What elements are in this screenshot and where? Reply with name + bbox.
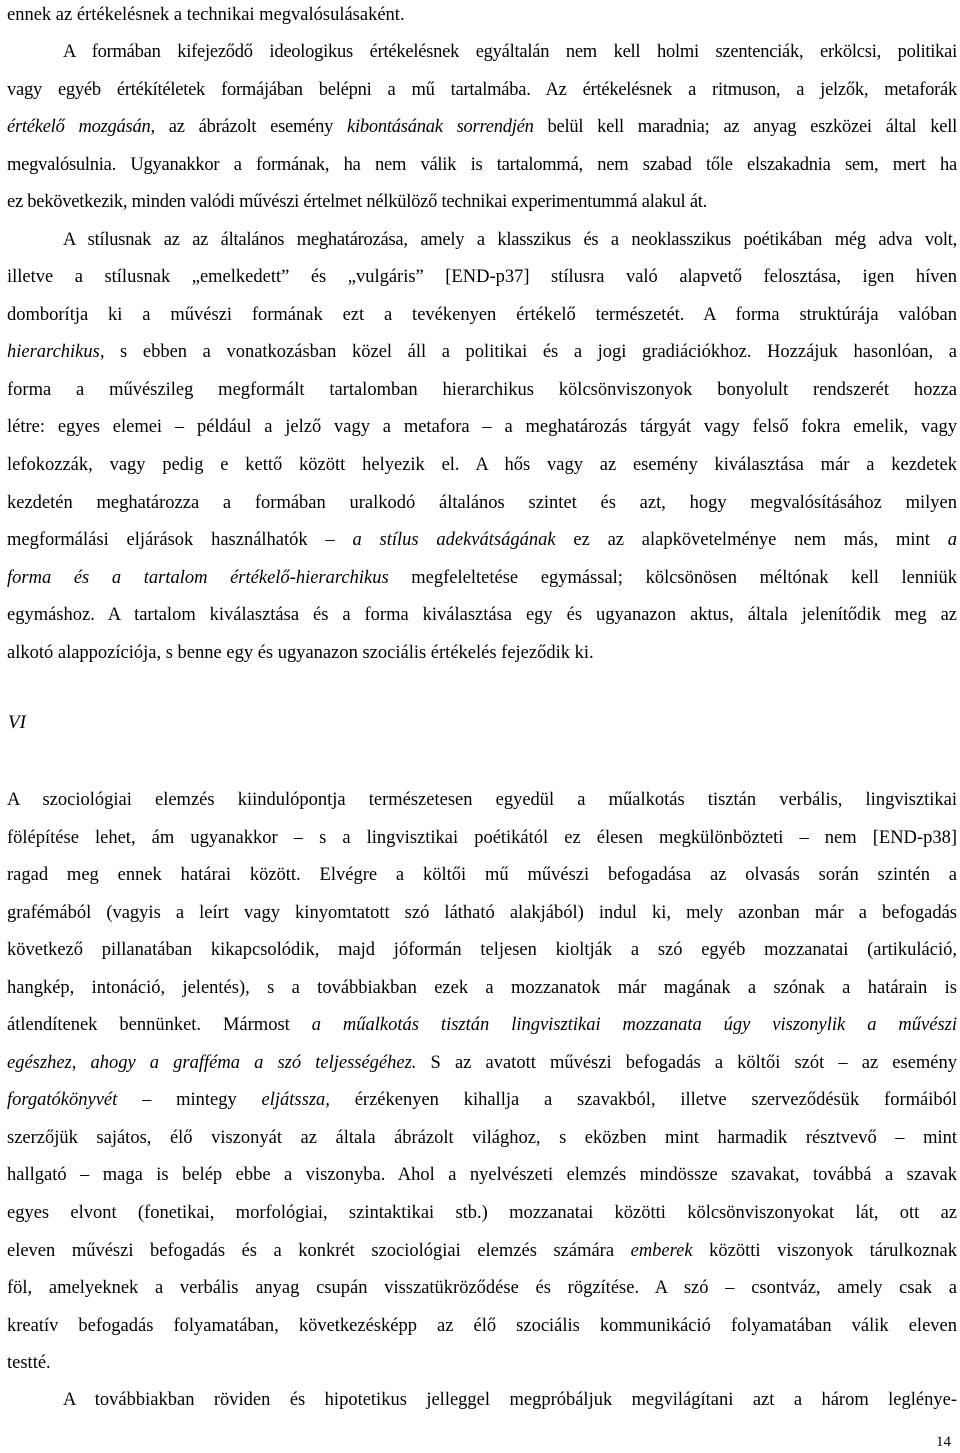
text-line bbox=[7, 1238, 957, 1264]
italic-text: a bbox=[947, 530, 957, 550]
text-segment: illetve a stílusnak „emelkedett” és „vulgáris” [END-p37] stílusra való alapvető felosztása, igen híven bbox=[7, 267, 957, 287]
text-segment: A formában kifejeződő ideologikus értékelésnek egyáltalán nem kell holmi szentenciák, erkölcsi, politikai bbox=[63, 42, 957, 62]
italic-text: hierarchikus, bbox=[7, 342, 105, 362]
text-segment: kezdetén meghatározza a formában uralkodó általános szintet és azt, hogy megvalósításához milyen bbox=[7, 493, 957, 513]
text-line bbox=[7, 1087, 957, 1113]
text-segment: vagy egyéb értékítéletek formájában belépni a mű tartalmába. Az értékelésnek a ritmuson, a jelzők, metaforák bbox=[7, 80, 957, 100]
text-segment: S az avatott művészi befogadás a költői szót – az esemény bbox=[416, 1053, 958, 1073]
italic-text: emberek bbox=[630, 1241, 693, 1261]
text-segment: grafémából (vagyis a leírt vagy kinyomtatott szó látható alakjából) indul ki, mely azonban már a befogadás bbox=[7, 903, 957, 923]
text-segment: hallgató – maga is belép ebbe a viszonyba. Ahol a nyelvészeti elemzés mindössze szavakat, továbbá a szavak bbox=[7, 1165, 957, 1185]
text-line bbox=[7, 825, 957, 851]
text-line bbox=[7, 2, 957, 28]
text-line bbox=[7, 975, 957, 1001]
text-segment: ez bekövetkezik, minden valódi művészi értelmet nélkülöző technikai experimentummá alakul át. bbox=[7, 192, 708, 212]
text-line bbox=[7, 302, 957, 328]
text-segment: következő pillanatában kikapcsolódik, majd jóformán teljesen kioltják a szó egyéb mozzanatai (artikuláció, bbox=[7, 940, 957, 960]
text-line bbox=[7, 602, 957, 628]
text-line bbox=[7, 264, 957, 290]
text-segment: föl, amelyeknek a verbális anyag csupán visszatükröződése és rögzítése. A szó – csontváz, amely csak a bbox=[7, 1278, 957, 1298]
text-segment: belül kell maradnia; az anyag eszközei által kell bbox=[533, 117, 957, 137]
text-segment: kreatív befogadás folyamatában, következésképp az élő szociális kommunikáció folyamatában válik eleven bbox=[7, 1316, 957, 1336]
text-segment: megvalósulnia. Ugyanakkor a formának, ha nem válik is tartalommá, nem szabad tőle elszakadnia sem, mert ha bbox=[7, 155, 957, 175]
text-line bbox=[7, 1050, 957, 1076]
text-line bbox=[63, 227, 957, 253]
text-segment: ez az alapkövetelménye nem más, mint bbox=[555, 530, 948, 550]
section-heading: VI bbox=[8, 712, 26, 733]
text-segment: A stílusnak az az általános meghatározása, amely a klasszikus és a neoklasszikus poétikában még adva volt, bbox=[63, 230, 957, 250]
text-segment: ragad meg ennek határai között. Elvégre a költői mű művészi befogadása az olvasás során szintén a bbox=[7, 865, 957, 885]
italic-text: forgatókönyvét bbox=[7, 1090, 118, 1110]
text-segment: megfeleltetése egymással; kölcsönösen méltónak kell lenniük bbox=[388, 568, 957, 588]
text-segment: megformálási eljárások használhatók – bbox=[7, 530, 353, 550]
italic-text: eljátssza, bbox=[261, 1090, 330, 1110]
italic-text: kibontásának sorrendjén bbox=[347, 117, 534, 137]
text-line bbox=[7, 1350, 957, 1376]
text-segment: A továbbiakban röviden és hipotetikus jelleggel megpróbáljuk megvilágítani azt a három leglényе- bbox=[63, 1390, 957, 1410]
text-segment: közötti viszonyok tárulkoznak bbox=[692, 1241, 957, 1261]
text-line bbox=[7, 1275, 957, 1301]
text-line bbox=[7, 414, 957, 440]
page-number: 14 bbox=[936, 1434, 951, 1450]
text-segment: eleven művészi befogadás és a konkrét szociológiai elemzés számára bbox=[7, 1241, 631, 1261]
text-line bbox=[7, 900, 957, 926]
italic-text: a stílus adekvátságának bbox=[352, 530, 556, 550]
text-line bbox=[7, 565, 957, 591]
italic-text: egészhez, ahogy a grafféma a szó teljességéhez. bbox=[7, 1053, 417, 1073]
italic-text: forma és a tartalom értékelő-hierarchikus bbox=[7, 568, 389, 588]
text-line bbox=[7, 1162, 957, 1188]
text-line bbox=[7, 490, 957, 516]
text-line bbox=[7, 862, 957, 888]
italic-text: értékelő mozgásán, bbox=[7, 117, 155, 137]
text-segment: szerzőjük sajátos, élő viszonyát az általa ábrázolt világhoz, s eközben mint harmadik résztvevő – mint bbox=[7, 1128, 957, 1148]
text-line bbox=[7, 452, 957, 478]
text-segment: létre: egyes elemei – például a jelző vagy a metafora – a meghatározás tárgyát vagy felső fokra emelik, vagy bbox=[7, 417, 957, 437]
text-segment: s ebben a vonatkozásban közel áll a politikai és a jogi gradiációkhoz. Hozzájuk hasonlóan, a bbox=[104, 342, 957, 362]
text-line bbox=[7, 1125, 957, 1151]
text-segment: – mintegy bbox=[117, 1090, 262, 1110]
text-line bbox=[7, 527, 957, 553]
text-line bbox=[7, 152, 957, 178]
text-segment: fölépítése lehet, ám ugyanakkor – s a lingvisztikai poétikától ez élesen megkülönbözteti – nem [END-p38] bbox=[7, 828, 957, 848]
text-line bbox=[7, 1200, 957, 1226]
text-line bbox=[63, 39, 957, 65]
text-segment: az ábrázolt esemény bbox=[154, 117, 348, 137]
text-segment: egymáshoz. A tartalom kiválasztása és a forma kiválasztása egy és ugyanazon aktus, általa jelenítődik meg az bbox=[7, 605, 957, 625]
text-line bbox=[7, 189, 957, 215]
text-line bbox=[7, 77, 957, 103]
text-line bbox=[7, 937, 957, 963]
text-segment: érzékenyen kihallja a szavakból, illetve szerveződésük formáiból bbox=[329, 1090, 957, 1110]
text-segment: hangkép, intonáció, jelentés), s a továbbiakban ezek a mozzanatok már magának a szónak a határain is bbox=[7, 978, 957, 998]
text-segment: domborítja ki a művészi formának ezt a tevékenyen értékelő természetét. A forma struktúrája valóban bbox=[7, 305, 957, 325]
text-segment: lefokozzák, vagy pedig e kettő között helyezik el. A hős vagy az esemény kiválasztása már a kezdetek bbox=[7, 455, 957, 475]
text-line bbox=[7, 114, 957, 140]
text-segment: A szociológiai elemzés kiindulópontja természetesen egyedül a műalkotás tisztán verbális, lingvisztikai bbox=[7, 790, 957, 810]
text-line bbox=[7, 640, 957, 666]
text-line bbox=[7, 787, 957, 813]
text-segment: ennek az értékelésnek a technikai megvalósulásaként. bbox=[7, 5, 405, 25]
text-segment: testté. bbox=[7, 1353, 51, 1373]
italic-text: a műalkotás tisztán lingvisztikai mozzanata úgy viszonylik a művészi bbox=[311, 1015, 957, 1035]
text-segment: alkotó alappozíciója, s benne egy és ugyanazon szociális értékelés fejeződik ki. bbox=[7, 643, 594, 663]
text-line bbox=[63, 1387, 957, 1413]
text-line bbox=[7, 1313, 957, 1339]
text-line bbox=[7, 339, 957, 365]
text-line bbox=[7, 1012, 957, 1038]
text-line bbox=[7, 377, 957, 403]
text-segment: átlendítenek bennünket. Mármost bbox=[7, 1015, 312, 1035]
text-segment: egyes elvont (fonetikai, morfológiai, szintaktikai stb.) mozzanatai közötti kölcsönviszonyokat lát, ott az bbox=[7, 1203, 957, 1223]
text-segment: forma a művészileg megformált tartalomban hierarchikus kölcsönviszonyok bonyolult rendszerét hozza bbox=[7, 380, 957, 400]
